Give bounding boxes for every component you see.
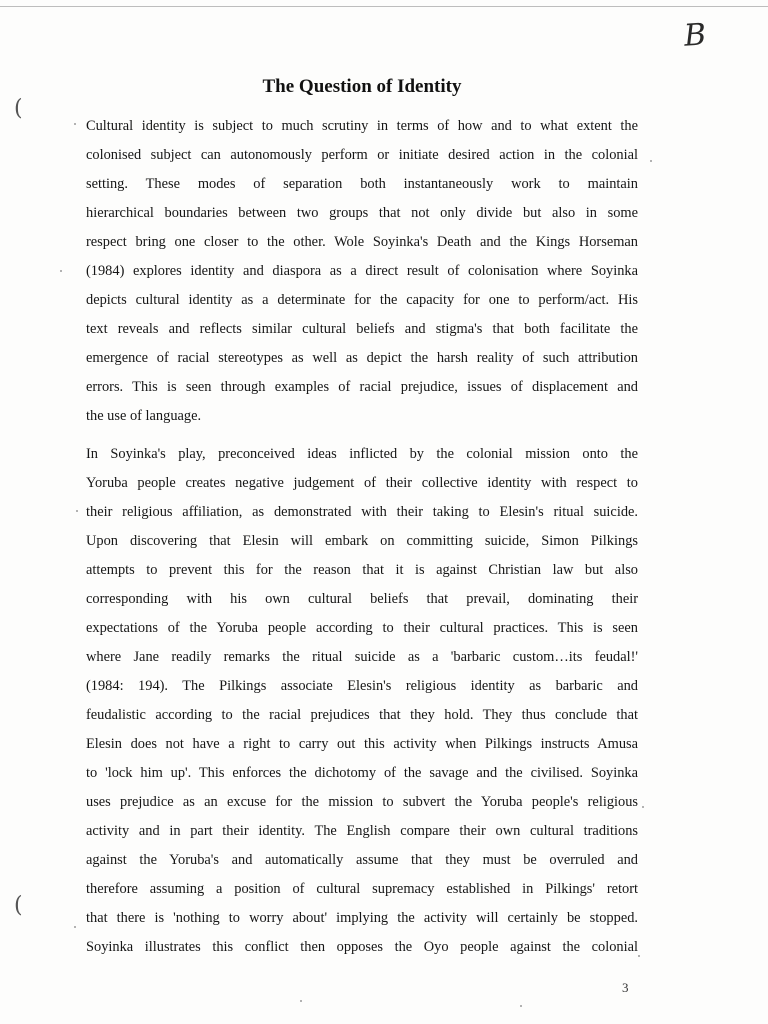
scan-speck bbox=[300, 1000, 302, 1002]
page-number: 3 bbox=[622, 980, 629, 995]
scan-speck bbox=[642, 806, 644, 808]
text-line: Elesin does not have a right to carry out this activity when Pilkings instructs Amusa bbox=[86, 736, 638, 752]
text-line: where Jane readily remarks the ritual suicide as a 'barbaric custom…its feudal!' bbox=[86, 649, 638, 665]
scan-speck bbox=[60, 270, 62, 272]
text-line: text reveals and reflects similar cultural beliefs and stigma's that both facilitate the bbox=[86, 321, 638, 337]
text-line: that there is 'nothing to worry about' implying the activity will certainly be stopped. bbox=[86, 910, 638, 926]
text-line: respect bring one closer to the other. Wole Soyinka's Death and the Kings Horseman bbox=[86, 234, 638, 250]
top-rule bbox=[0, 6, 768, 7]
text-line: expectations of the Yoruba people according to their cultural practices. This is seen bbox=[86, 620, 638, 636]
text-line: corresponding with his own cultural beliefs that prevail, dominating their bbox=[86, 591, 638, 607]
scan-speck bbox=[638, 955, 640, 957]
text-line: setting. These modes of separation both instantaneously work to maintain bbox=[86, 176, 638, 192]
text-line: Soyinka illustrates this conflict then opposes the Oyo people against the colonial bbox=[86, 939, 638, 955]
essay-body bbox=[86, 112, 638, 962]
scan-speck bbox=[74, 123, 76, 125]
text-line: feudalistic according to the racial prejudices that they hold. They thus conclude that bbox=[86, 707, 638, 723]
paragraph-1 bbox=[86, 112, 638, 431]
text-line: Cultural identity is subject to much scrutiny in terms of how and to what extent the bbox=[86, 118, 638, 134]
text-line: (1984: 194). The Pilkings associate Elesin's religious identity as barbaric and bbox=[86, 678, 638, 694]
text-line: (1984) explores identity and diaspora as a direct result of colonisation where Soyinka bbox=[86, 263, 638, 279]
page-title: The Question of Identity bbox=[262, 76, 462, 97]
text-line: emergence of racial stereotypes as well as depict the harsh reality of such attribution bbox=[86, 350, 638, 366]
text-line: attempts to prevent this for the reason that it is against Christian law but also bbox=[86, 562, 638, 578]
text-line: colonised subject can autonomously perform or initiate desired action in the colonial bbox=[86, 147, 638, 163]
text-line: Yoruba people creates negative judgement of their collective identity with respect to bbox=[86, 475, 638, 491]
text-line: their religious affiliation, as demonstrated with their taking to Elesin's ritual suicide. bbox=[86, 504, 638, 520]
handwritten-corner-mark: B bbox=[682, 17, 708, 54]
scan-speck bbox=[76, 510, 78, 512]
text-line: hierarchical boundaries between two groups that not only divide but also in some bbox=[86, 205, 638, 221]
margin-bracket-mark: ( bbox=[14, 893, 23, 918]
scan-speck bbox=[74, 926, 76, 928]
text-line: to 'lock him up'. This enforces the dichotomy of the savage and the civilised. Soyinka bbox=[86, 765, 638, 781]
text-line: Upon discovering that Elesin will embark on committing suicide, Simon Pilkings bbox=[86, 533, 638, 549]
scan-speck bbox=[650, 160, 652, 162]
text-line: In Soyinka's play, preconceived ideas inflicted by the colonial mission onto the bbox=[86, 446, 638, 462]
paragraph-2 bbox=[86, 440, 638, 962]
text-line: uses prejudice as an excuse for the mission to subvert the Yoruba people's religious bbox=[86, 794, 638, 810]
text-line: errors. This is seen through examples of racial prejudice, issues of displacement and bbox=[86, 379, 638, 395]
scan-speck bbox=[520, 1005, 522, 1007]
margin-bracket-mark: ( bbox=[14, 96, 23, 121]
text-line: against the Yoruba's and automatically assume that they must be overruled and bbox=[86, 852, 638, 868]
text-line: therefore assuming a position of cultural supremacy established in Pilkings' retort bbox=[86, 881, 638, 897]
text-line: depicts cultural identity as a determinate for the capacity for one to perform/act. His bbox=[86, 292, 638, 308]
text-line: the use of language. bbox=[86, 408, 202, 424]
text-line: activity and in part their identity. The English compare their own cultural traditions bbox=[86, 823, 638, 839]
